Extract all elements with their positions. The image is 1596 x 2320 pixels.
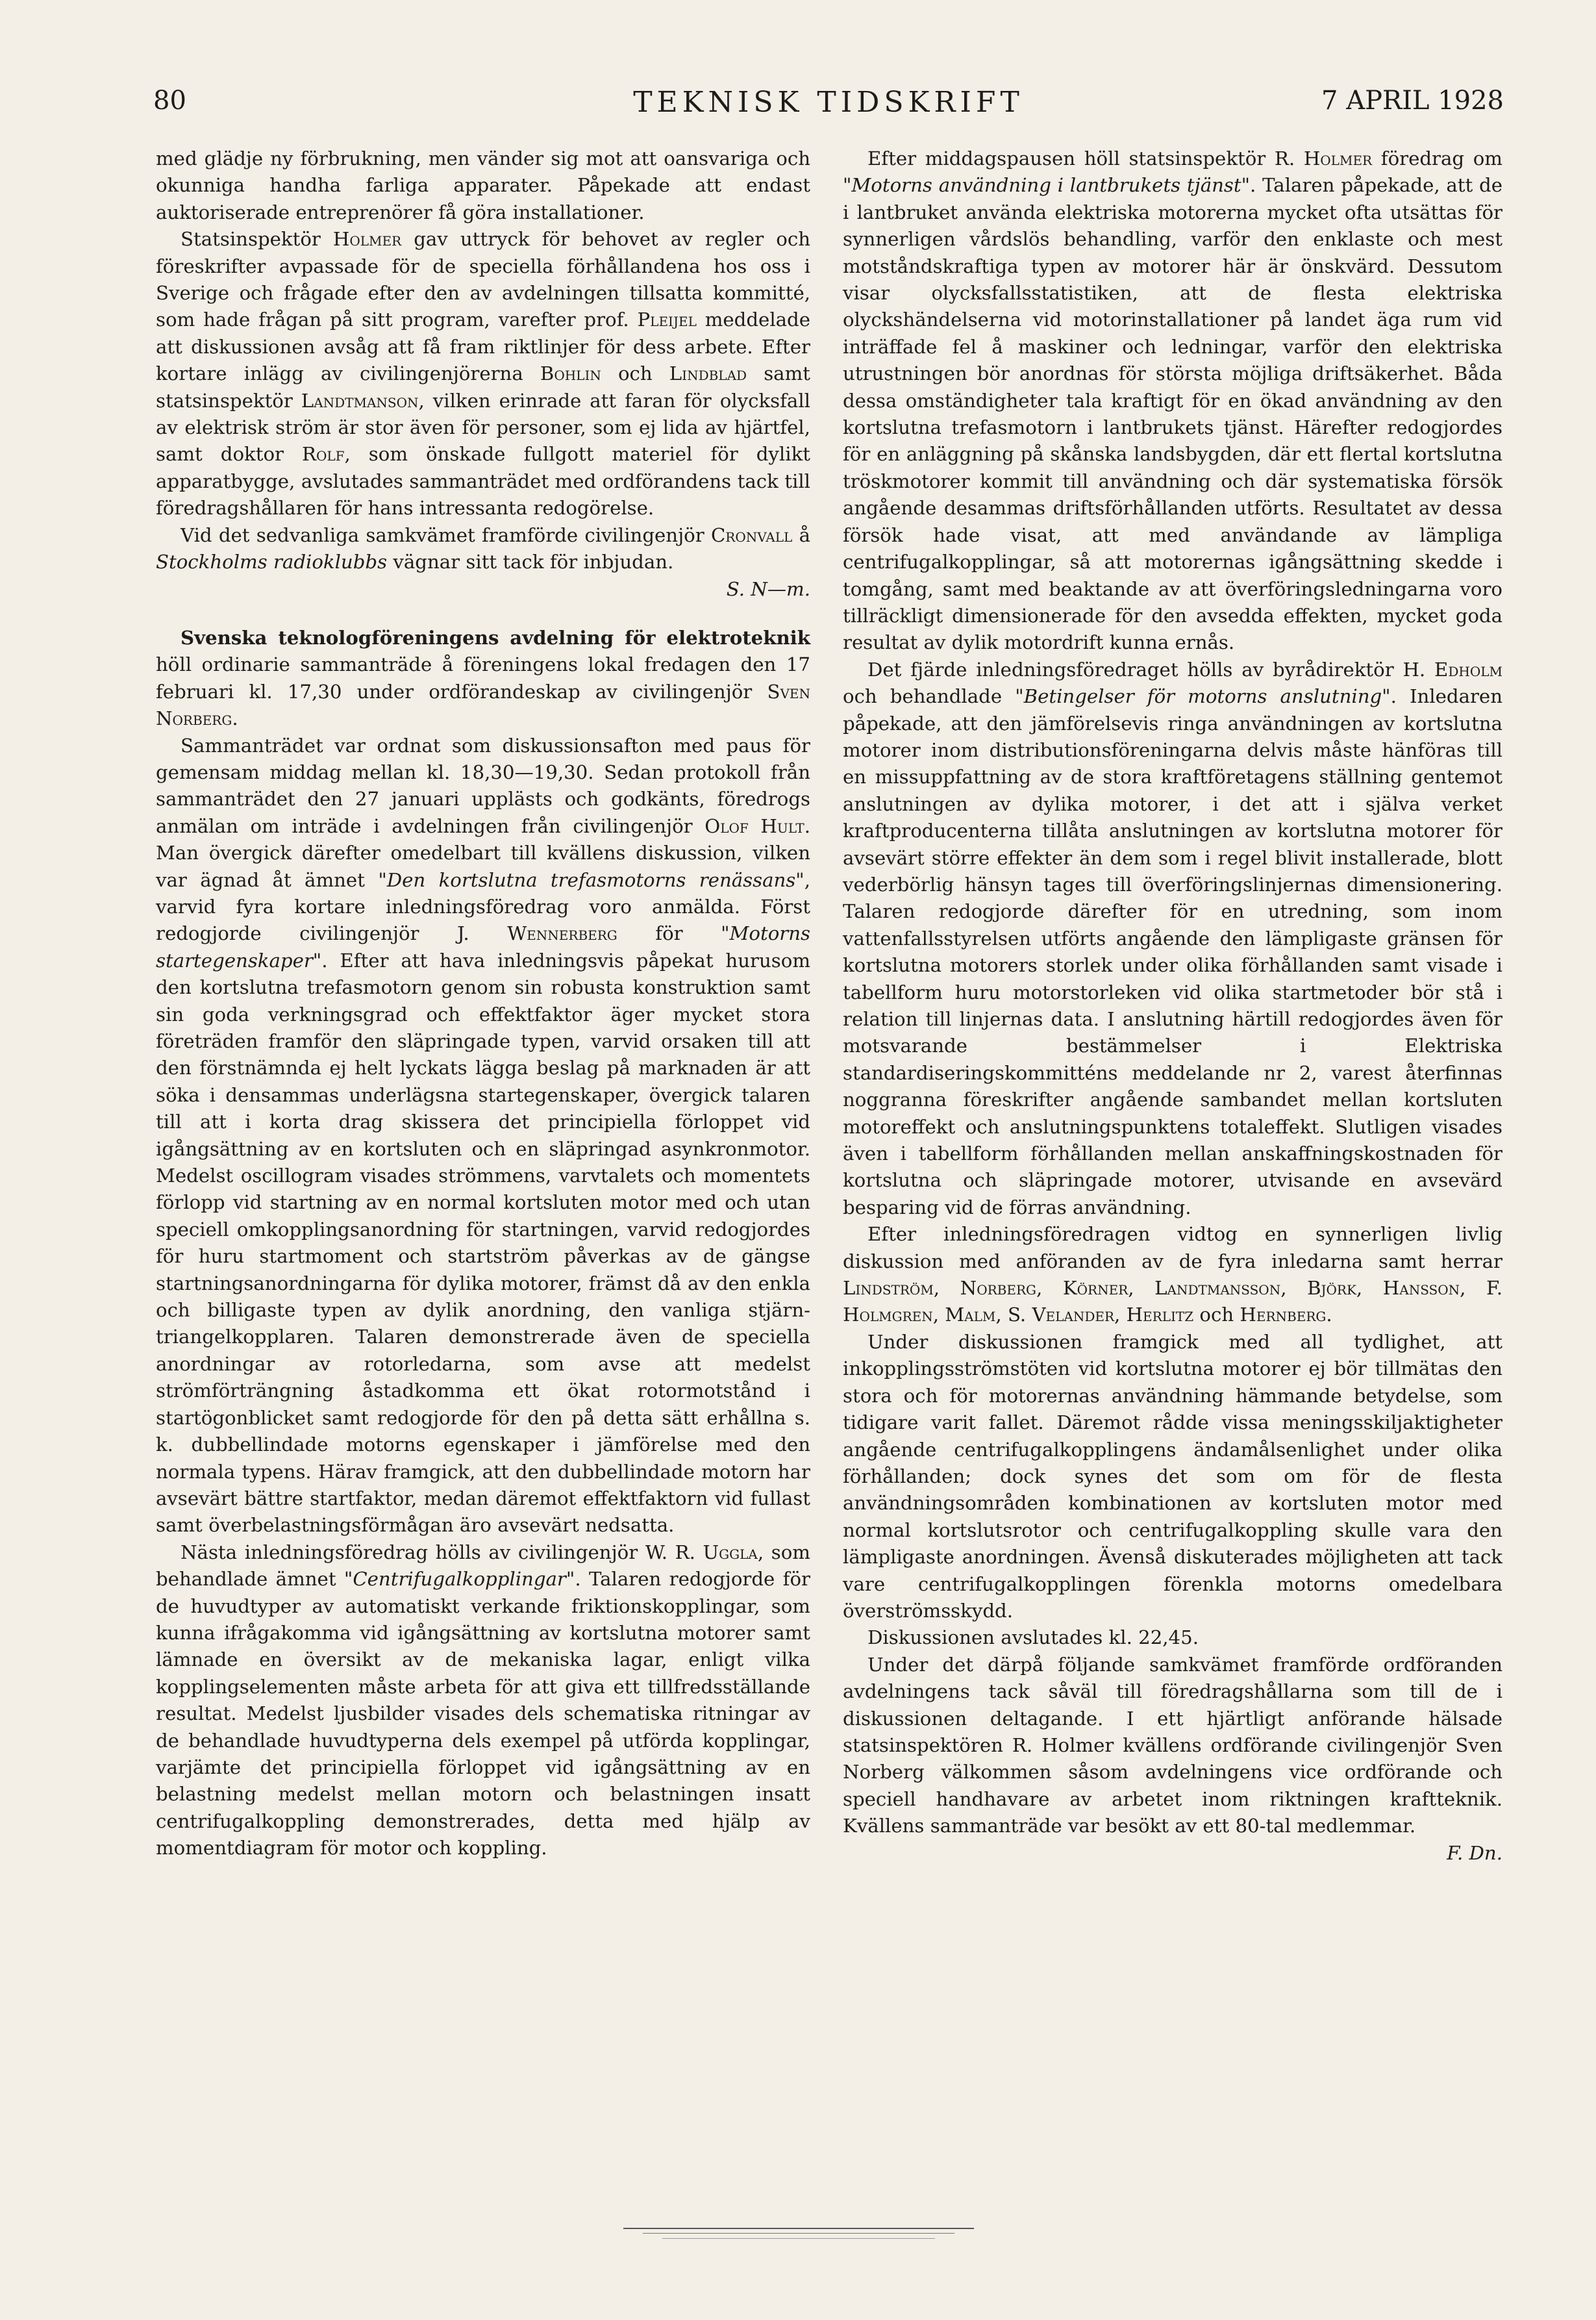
paragraph: Diskussionen avslutades kl. 22,45. <box>867 1626 1199 1649</box>
paragraph: Under diskussionen framgick med all tydlighet, att inkopplingsströmstöten vid kortslutna motorer ej bör tillmätas den stora och för motorernas användning hämmande betydelse, som tidigare varit fallet. Däremot rådde vissa meningsskiljaktigheter angående centrifugalkopplingens ändamålsenlighet under olika förhållanden; dock synes det som om för de flesta användningsområden kombinationen av kortsluten motor med normal kortslutsrotor och centrifugalkoppling skulle vara den lämpligaste anordningen. Ävenså diskuterades möjligheten att tack vare centrifugalkopplingen förenkla motorns omedelbara överströmsskydd. <box>843 1330 1502 1622</box>
left-column <box>156 145 810 1862</box>
issue-date: 7 APRIL 1928 <box>1321 86 1504 116</box>
closing-rule <box>662 2238 935 2239</box>
paragraph: Efter middagspausen höll statsinspektör R. Holmer föredrag om "Motorns användning i lantbrukets tjänst". Talaren påpekade, att de i lantbruket använda elektriska motorerna mycket ofta utsättas för synnerligen vårdslös behandling, varför den enklaste och mest motståndskraftiga typen av motorer här är önskvärd. Dessutom visar olycksfallsstatistiken, att de flesta elektriska olyckshändelserna vid motorinstallationer på landet äga rum vid inträffade fel å maskiner och ledningar, varför den elektriska utrustningen bör anordnas för största möjliga driftsäkerhet. Båda dessa omständigheter tala kraftigt för en ökad användning av den kortslutna trefasmotorn i lantbrukets tjänst. Härefter redogjordes för en anläggning på skånska landsbygden, där ett flertal kortslutna tröskmotorer kommit till användning och där systematiska försök angående desammas driftsförhållanden utförts. Resultatet av dessa försök hade visat, att med användande av lämpliga centrifugalkopplingar, så att motorernas igångsättning skedde i tomgång, samt med beaktande av att överföringsledningarna voro tillräckligt dimensionerade för den avsedda effekten, mycket goda resultat av dylik motordrift kunna ernås. <box>843 147 1502 654</box>
paragraph: Efter inledningsföredragen vidtog en synnerligen livlig diskussion med anföranden av de fyra inledarna samt herrar Lindström, Norberg, Körner, Landtmansson, Björk, Hansson, F. Holmgren, Malm, S. Velander, Herlitz och Hernberg. <box>843 1223 1502 1326</box>
paragraph: Vid det sedvanliga samkvämet framförde civilingenjör Cronvall å Stockholms radioklubbs vägnar sitt tack för inbjudan. <box>156 523 810 574</box>
journal-title: TEKNISK TIDSKRIFT <box>633 86 1024 119</box>
author-signature: F. Dn. <box>1447 1841 1502 1864</box>
author-signature: S. N—m. <box>726 577 810 600</box>
right-column <box>843 145 1502 1867</box>
paragraph: Sammanträdet var ordnat som diskussionsafton med paus för gemensam middag mellan kl. 18,30—19,30. Sedan protokoll från sammanträdet den 27 januari upplästs och godkänts, föredrogs anmälan om inträde i avdelningen från civilingenjör Olof Hult. Man övergick därefter omedelbart till kvällens diskussion, vilken var ägnad åt ämnet "Den kortslutna trefasmotorns renässans", varvid fyra kortare inledningsföredrag voro anmälda. Först redogjorde civilingenjör J. Wennerberg för "Motorns startegenskaper". Efter att hava inledningsvis påpekat hurusom den kortslutna trefasmotorn genom sin robusta konstruktion samt sin goda verkningsgrad och effektfaktor äger mycket stora företräden framför den släpringade typen, varvid orsaken till att den förstnämnda ej helt lyckats lägga beslag på marknaden är att söka i densammas underlägsna startegenskaper, övergick talaren till att i korta drag skissera det principiella förloppet vid igångsättning av en kortsluten och en släpringad asynkronmotor. Medelst oscillogram visades strömmens, varvtalets och momentets förlopp vid startning av en normal kortsluten motor med och utan speciell omkopplingsanordning för startningen, varvid redogjordes för huru startmoment och startström påverkas av de gängse startningsanordningarna för dylika motorer, främst då av den enkla och billigaste typen av dylik anordning, den vanliga stjärn-triangelkopplaren. Talaren demonstrerade även de speciella anordningar av rotorledarna, som avse att medelst strömförträngning åstadkomma ett ökat rotormotstånd i startögonblicket samt redogjorde för den på detta sätt erhållna s. k. dubbellindade motorns egenskaper i jämförelse med den normala typens. Härav framgick, att den dubbellindade motorn har avsevärt bättre startfaktor, medan däremot effektfaktorn vid fullast samt överbelastningsförmågan äro avsevärt nedsatta. <box>156 734 811 1537</box>
paragraph: Statsinspektör Holmer gav uttryck för behovet av regler och föreskrifter avpassade för de speciella förhållandena hos oss i Sverige och frågade efter den av avdelningen tillsatta kommitté, som hade frågan på sitt program, varefter prof. Pleijel meddelade att diskussionen avsåg att få fram riktlinjer för dess arbete. Efter kortare inlägg av civilingenjörerna Bohlin och Lindblad samt statsinspektör Landtmanson, vilken erinrade att faran för olycksfall av elektrisk ström är stor även för personer, som ej lida av hjärtfel, samt doktor Rolf, som önskade fullgott materiel för dylikt apparatbygge, avslutades sammanträdet med ordförandens tack till föredragshållaren för hans intressanta redogörelse. <box>156 228 811 520</box>
section-heading: Svenska teknologföreningens avdelning för elektroteknik <box>181 626 810 649</box>
closing-rule <box>643 2233 954 2234</box>
paragraph: Nästa inledningsföredrag hölls av civilingenjör W. R. Uggla, som behandlade ämnet "Centrifugalkopplingar". Talaren redogjorde för de huvudtyper av automatiskt verkande friktionskopplingar, som kunna ifrågakomma vid igångsättning av kortslutna motorer samt lämnade en översikt av de mekaniska lagar, enligt vilka kopplingselementen måste arbeta för att giva ett tillfredsställande resultat. Medelst ljusbilder visades dels schematiska ritningar av de behandlade huvudtyperna dels exempel på utförda kopplingar, varjämte det principiella förloppet vid igångsättning av en belastning medelst mellan motorn och belastningen insatt centrifugalkoppling demonstrerades, detta med hjälp av momentdiagram för motor och koppling. <box>156 1541 810 1860</box>
paragraph: med glädje ny förbrukning, men vänder sig mot att oansvariga och okunniga handha farliga apparater. Påpekade att endast auktoriserade entreprenörer få göra installationer. <box>156 147 810 223</box>
page-header <box>153 86 1504 125</box>
section-lead: Svenska teknologföreningens avdelning för elektroteknik höll ordinarie sammanträde å föreningens lokal fredagen den 17 februari kl. 17,30 under ordförandeskap av civilingenjör Sven Norberg. <box>156 626 810 730</box>
closing-rule <box>623 2228 974 2229</box>
page-number: 80 <box>153 86 186 116</box>
paragraph: Under det därpå följande samkvämet framförde ordföranden avdelningens tack såväl till föredragshållarna som till de i diskussionen deltagande. I ett hjärtligt anförande hälsade statsinspektören R. Holmer kvällens ordförande civilingenjör Sven Norberg välkommen såsom avdelningens vice ordförande och speciell handhavare av arbetet inom riktningen kraftteknik. Kvällens sammanträde var besökt av ett 80-tal medlemmar. <box>843 1653 1502 1837</box>
paragraph: Det fjärde inledningsföredraget hölls av byrådirektör H. Edholm och behandlade "Betingelser för motorns anslutning". Inledaren påpekade, att den jämförelsevis ringa användningen av kortslutna motorer inom distributionsföreningarna delvis måste hänföras till en missuppfattning av de stora kraftföretagens ställning gentemot anslutningen av dylika motorer, i det att i själva verket kraftproducenterna tillåta anslutningen av kortslutna motorer för avsevärt större effekter än dem som i regel blivit installerade, blott vederbörlig hänsyn tages till överföringslinjernas dimensionering. Talaren redogjorde därefter för en utredning, som inom vattenfallsstyrelsen utförts angående den lämpligaste gränsen för kortslutna motorers storlek under olika förhållanden samt visade i tabellform huru motorstorleken vid olika startmetoder bör stå i relation till linjernas data. I anslutning härtill redogjordes även för motsvarande bestämmelser i Elektriska standardiseringskommitténs meddelande nr 2, varest återfinnas noggranna föreskrifter angående sambandet mellan kortsluten motoreffekt och anslutningspunktens totaleffekt. Slutligen visades även i tabellform förhållanden mellan anskaffningskostnaden för kortslutna och släpringade motorer, utvisande en avsevärd besparing vid de förras användning. <box>843 658 1503 1218</box>
